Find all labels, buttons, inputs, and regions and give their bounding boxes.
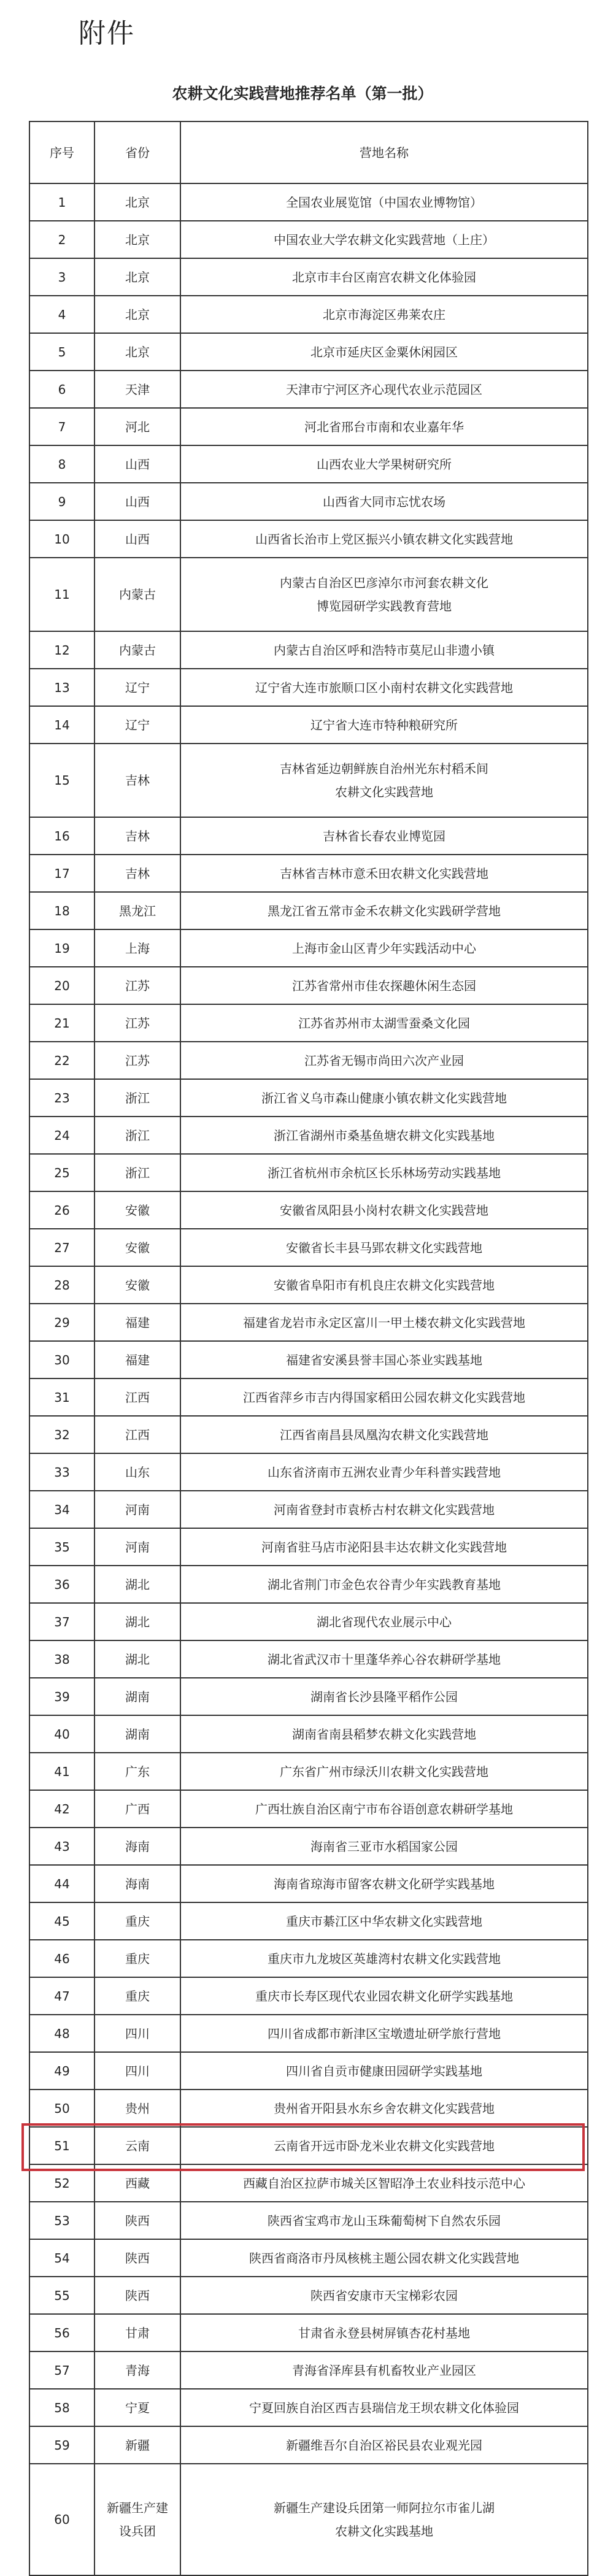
- row-number: 36: [29, 1566, 94, 1603]
- row-number: 30: [29, 1341, 94, 1378]
- table-row: [29, 1977, 588, 2015]
- row-number: 8: [29, 445, 94, 483]
- row-number: 50: [29, 2090, 94, 2127]
- table-row: [29, 1079, 588, 1117]
- table-row: [29, 1940, 588, 1977]
- row-province: 湖南: [94, 1678, 180, 1715]
- row-province: 上海: [94, 929, 180, 967]
- row-province: 吉林: [94, 817, 180, 855]
- row-number: 1: [29, 183, 94, 221]
- row-camp-name: 四川省自贡市健康田园研学实践基地: [180, 2052, 588, 2090]
- row-camp-name: 山西省长治市上党区振兴小镇农耕文化实践营地: [180, 520, 588, 558]
- row-camp-name: 湖北省现代农业展示中心: [180, 1603, 588, 1640]
- row-province: 北京: [94, 333, 180, 371]
- row-number: 42: [29, 1790, 94, 1828]
- row-province: 陕西: [94, 2239, 180, 2277]
- row-camp-name: 海南省琼海市留客农耕文化研学实践基地: [180, 1865, 588, 1902]
- row-number: 34: [29, 1491, 94, 1528]
- row-number: 51: [29, 2127, 94, 2164]
- row-number: 33: [29, 1453, 94, 1491]
- row-province: 云南: [94, 2127, 180, 2164]
- row-camp-name: 江苏省无锡市尚田六次产业园: [180, 1042, 588, 1079]
- table-row: [29, 1378, 588, 1416]
- table-row: [29, 520, 588, 558]
- table-row: [29, 1678, 588, 1715]
- row-camp-name: 辽宁省大连市特种粮研究所: [180, 706, 588, 744]
- row-province: 北京: [94, 296, 180, 333]
- row-number: 57: [29, 2351, 94, 2389]
- table-row: [29, 1753, 588, 1790]
- row-camp-name: 重庆市綦江区中华农耕文化实践营地: [180, 1902, 588, 1940]
- row-number: 59: [29, 2426, 94, 2464]
- row-province: 重庆: [94, 1977, 180, 2015]
- row-camp-name: 吉林省长春农业博览园: [180, 817, 588, 855]
- row-province: 河北: [94, 408, 180, 445]
- row-camp-name: 四川省成都市新津区宝墩遗址研学旅行营地: [180, 2015, 588, 2052]
- table-row: [29, 2426, 588, 2464]
- table-row: [29, 1266, 588, 1304]
- row-province: 广西: [94, 1790, 180, 1828]
- row-number: 27: [29, 1229, 94, 1266]
- table-row: [29, 892, 588, 929]
- row-camp-name: 北京市延庆区金粟休闲园区: [180, 333, 588, 371]
- row-camp-name: 天津市宁河区齐心现代农业示范园区: [180, 371, 588, 408]
- table-row: [29, 669, 588, 706]
- row-number: 10: [29, 520, 94, 558]
- row-camp-name: 湖南省长沙县隆平稻作公园: [180, 1678, 588, 1715]
- row-camp-name: 全国农业展览馆（中国农业博物馆）: [180, 183, 588, 221]
- row-number: 26: [29, 1191, 94, 1229]
- table-row: [29, 1603, 588, 1640]
- row-province: 河南: [94, 1491, 180, 1528]
- row-camp-name: 山西省大同市忘忧农场: [180, 483, 588, 520]
- row-camp-name: 湖南省南县稻梦农耕文化实践营地: [180, 1715, 588, 1753]
- row-province: 山西: [94, 483, 180, 520]
- row-province: 海南: [94, 1828, 180, 1865]
- row-camp-name: 陕西省商洛市丹凤核桃主题公园农耕文化实践营地: [180, 2239, 588, 2277]
- row-camp-name: 重庆市长寿区现代农业园农耕文化研学实践基地: [180, 1977, 588, 2015]
- table-header-row: [29, 121, 588, 183]
- row-camp-name: 江西省南昌县凤凰沟农耕文化实践营地: [180, 1416, 588, 1453]
- row-province: 陕西: [94, 2277, 180, 2314]
- table-row: [29, 483, 588, 520]
- row-number: 53: [29, 2202, 94, 2239]
- row-province: 内蒙古: [94, 558, 180, 631]
- row-camp-name: 江苏省苏州市太湖雪蚕桑文化园: [180, 1004, 588, 1042]
- row-province: 北京: [94, 258, 180, 296]
- table-row: [29, 1640, 588, 1678]
- row-number: 25: [29, 1154, 94, 1191]
- row-province: 江西: [94, 1416, 180, 1453]
- table-row: [29, 1117, 588, 1154]
- row-number: 12: [29, 631, 94, 669]
- table-row: [29, 2127, 588, 2164]
- table-row: [29, 1491, 588, 1528]
- row-camp-name: 山西农业大学果树研究所: [180, 445, 588, 483]
- row-number: 14: [29, 706, 94, 744]
- row-camp-name: 福建省安溪县誉丰国心茶业实践基地: [180, 1341, 588, 1378]
- row-province: 江苏: [94, 967, 180, 1004]
- header-camp-name: 营地名称: [180, 121, 588, 183]
- row-number: 35: [29, 1528, 94, 1566]
- row-province: 安徽: [94, 1229, 180, 1266]
- row-province: 北京: [94, 221, 180, 258]
- row-camp-name: 黑龙江省五常市金禾农耕文化实践研学营地: [180, 892, 588, 929]
- row-number: 49: [29, 2052, 94, 2090]
- row-camp-name: 贵州省开阳县水东乡舍农耕文化实践营地: [180, 2090, 588, 2127]
- row-camp-name: 浙江省湖州市桑基鱼塘农耕文化实践基地: [180, 1117, 588, 1154]
- table-row: [29, 2090, 588, 2127]
- row-number: 23: [29, 1079, 94, 1117]
- row-province: 湖北: [94, 1603, 180, 1640]
- table-body: [29, 183, 588, 2575]
- row-number: 6: [29, 371, 94, 408]
- table-row: [29, 706, 588, 744]
- row-province: 吉林: [94, 744, 180, 817]
- row-province: 海南: [94, 1865, 180, 1902]
- table-row: [29, 1416, 588, 1453]
- table-row: [29, 2464, 588, 2575]
- table-row: [29, 2314, 588, 2351]
- row-camp-name: 安徽省长丰县马郢农耕文化实践营地: [180, 1229, 588, 1266]
- row-camp-name: 北京市丰台区南宫农耕文化体验园: [180, 258, 588, 296]
- row-province: 贵州: [94, 2090, 180, 2127]
- row-province: 湖北: [94, 1566, 180, 1603]
- table-row: [29, 1902, 588, 1940]
- row-province: 江苏: [94, 1004, 180, 1042]
- table-row: [29, 2277, 588, 2314]
- row-number: 24: [29, 1117, 94, 1154]
- row-province: 北京: [94, 183, 180, 221]
- row-camp-name: 浙江省义乌市森山健康小镇农耕文化实践营地: [180, 1079, 588, 1117]
- row-province: 宁夏: [94, 2389, 180, 2426]
- table-row: [29, 2351, 588, 2389]
- row-number: 11: [29, 558, 94, 631]
- table-row: [29, 408, 588, 445]
- row-number: 20: [29, 967, 94, 1004]
- table-row: [29, 929, 588, 967]
- table-row: [29, 1865, 588, 1902]
- row-province: 湖北: [94, 1640, 180, 1678]
- row-number: 7: [29, 408, 94, 445]
- row-number: 9: [29, 483, 94, 520]
- row-camp-name: 中国农业大学农耕文化实践营地（上庄）: [180, 221, 588, 258]
- row-camp-name: 河南省驻马店市泌阳县丰达农耕文化实践营地: [180, 1528, 588, 1566]
- document-title: 农耕文化实践营地推荐名单（第一批）: [172, 85, 433, 102]
- table-row: [29, 258, 588, 296]
- row-province: 江苏: [94, 1042, 180, 1079]
- row-province: 广东: [94, 1753, 180, 1790]
- row-province: 辽宁: [94, 669, 180, 706]
- row-number: 47: [29, 1977, 94, 2015]
- row-camp-name: 海南省三亚市水稻国家公园: [180, 1828, 588, 1865]
- table-row: [29, 817, 588, 855]
- table-row: [29, 855, 588, 892]
- row-province: 山东: [94, 1453, 180, 1491]
- row-camp-name: 陕西省宝鸡市龙山玉珠葡萄树下自然农乐园: [180, 2202, 588, 2239]
- row-number: 45: [29, 1902, 94, 1940]
- row-province: 西藏: [94, 2164, 180, 2202]
- table-row: [29, 1004, 588, 1042]
- row-province: 福建: [94, 1304, 180, 1341]
- table-row: [29, 1790, 588, 1828]
- row-province: 新疆生产建 设兵团: [94, 2464, 180, 2575]
- table-row: [29, 1528, 588, 1566]
- row-camp-name: 内蒙古自治区巴彦淖尔市河套农耕文化 博览园研学实践教育营地: [180, 558, 588, 631]
- row-number: 54: [29, 2239, 94, 2277]
- row-number: 4: [29, 296, 94, 333]
- table-row: [29, 1304, 588, 1341]
- row-camp-name: 湖北省武汉市十里蓬华养心谷农耕研学基地: [180, 1640, 588, 1678]
- row-province: 新疆: [94, 2426, 180, 2464]
- row-camp-name: 吉林省吉林市意禾田农耕文化实践营地: [180, 855, 588, 892]
- table-row: [29, 1154, 588, 1191]
- table-row: [29, 1453, 588, 1491]
- row-camp-name: 湖北省荆门市金色农谷青少年实践教育基地: [180, 1566, 588, 1603]
- row-number: 44: [29, 1865, 94, 1902]
- row-camp-name: 西藏自治区拉萨市城关区智昭净土农业科技示范中心: [180, 2164, 588, 2202]
- row-province: 天津: [94, 371, 180, 408]
- row-province: 浙江: [94, 1117, 180, 1154]
- row-province: 山西: [94, 445, 180, 483]
- table-row: [29, 1191, 588, 1229]
- row-camp-name: 甘肃省永登县树屏镇杏花村基地: [180, 2314, 588, 2351]
- row-camp-name: 新疆维吾尔自治区裕民县农业观光园: [180, 2426, 588, 2464]
- row-number: 55: [29, 2277, 94, 2314]
- row-province: 重庆: [94, 1902, 180, 1940]
- row-camp-name: 北京市海淀区弗莱农庄: [180, 296, 588, 333]
- table-row: [29, 2239, 588, 2277]
- table-row: [29, 631, 588, 669]
- row-province: 浙江: [94, 1079, 180, 1117]
- table-row: [29, 371, 588, 408]
- row-number: 17: [29, 855, 94, 892]
- table-row: [29, 2015, 588, 2052]
- row-number: 16: [29, 817, 94, 855]
- row-number: 15: [29, 744, 94, 817]
- row-province: 安徽: [94, 1191, 180, 1229]
- row-camp-name: 新疆生产建设兵团第一师阿拉尔市雀儿湖 农耕文化实践基地: [180, 2464, 588, 2575]
- row-number: 38: [29, 1640, 94, 1678]
- row-number: 29: [29, 1304, 94, 1341]
- row-camp-name: 河北省邢台市南和农业嘉年华: [180, 408, 588, 445]
- row-province: 山西: [94, 520, 180, 558]
- row-camp-name: 江西省萍乡市吉内得国家稻田公园农耕文化实践营地: [180, 1378, 588, 1416]
- row-camp-name: 山东省济南市五洲农业青少年科普实践营地: [180, 1453, 588, 1491]
- row-province: 陕西: [94, 2202, 180, 2239]
- row-number: 13: [29, 669, 94, 706]
- row-province: 湖南: [94, 1715, 180, 1753]
- row-number: 52: [29, 2164, 94, 2202]
- row-province: 甘肃: [94, 2314, 180, 2351]
- row-province: 青海: [94, 2351, 180, 2389]
- row-number: 58: [29, 2389, 94, 2426]
- row-number: 28: [29, 1266, 94, 1304]
- row-number: 56: [29, 2314, 94, 2351]
- row-number: 18: [29, 892, 94, 929]
- row-camp-name: 安徽省凤阳县小岗村农耕文化实践营地: [180, 1191, 588, 1229]
- row-number: 31: [29, 1378, 94, 1416]
- row-province: 四川: [94, 2015, 180, 2052]
- row-number: 48: [29, 2015, 94, 2052]
- row-number: 2: [29, 221, 94, 258]
- row-province: 安徽: [94, 1266, 180, 1304]
- camp-list-table: [29, 121, 588, 2576]
- row-province: 江西: [94, 1378, 180, 1416]
- row-number: 3: [29, 258, 94, 296]
- table-row: [29, 558, 588, 631]
- table-row: [29, 2389, 588, 2426]
- table-row: [29, 1566, 588, 1603]
- header-number: 序号: [29, 121, 94, 183]
- row-camp-name: 陕西省安康市天宝梯彩农园: [180, 2277, 588, 2314]
- row-camp-name: 河南省登封市袁桥古村农耕文化实践营地: [180, 1491, 588, 1528]
- row-province: 吉林: [94, 855, 180, 892]
- row-camp-name: 云南省开远市卧龙米业农耕文化实践营地: [180, 2127, 588, 2164]
- row-number: 32: [29, 1416, 94, 1453]
- attachment-heading: 附件: [79, 18, 135, 49]
- row-camp-name: 辽宁省大连市旅顺口区小南村农耕文化实践营地: [180, 669, 588, 706]
- row-number: 5: [29, 333, 94, 371]
- table-row: [29, 1229, 588, 1266]
- row-number: 41: [29, 1753, 94, 1790]
- row-camp-name: 广西壮族自治区南宁市布谷语创意农耕研学基地: [180, 1790, 588, 1828]
- table-row: [29, 2202, 588, 2239]
- table-row: [29, 1341, 588, 1378]
- row-camp-name: 广东省广州市绿沃川农耕文化实践营地: [180, 1753, 588, 1790]
- header-province: 省份: [94, 121, 180, 183]
- table-row: [29, 445, 588, 483]
- table-row: [29, 1828, 588, 1865]
- table-row: [29, 744, 588, 817]
- table-row: [29, 1715, 588, 1753]
- row-camp-name: 重庆市九龙坡区英雄湾村农耕文化实践营地: [180, 1940, 588, 1977]
- row-camp-name: 福建省龙岩市永定区富川一甲土楼农耕文化实践营地: [180, 1304, 588, 1341]
- table-row: [29, 333, 588, 371]
- row-province: 福建: [94, 1341, 180, 1378]
- table-row: [29, 296, 588, 333]
- row-number: 22: [29, 1042, 94, 1079]
- row-camp-name: 内蒙古自治区呼和浩特市莫尼山非遗小镇: [180, 631, 588, 669]
- row-number: 19: [29, 929, 94, 967]
- table-row: [29, 1042, 588, 1079]
- table-row: [29, 2052, 588, 2090]
- row-camp-name: 宁夏回族自治区西吉县瑞信龙王坝农耕文化体验园: [180, 2389, 588, 2426]
- row-camp-name: 吉林省延边朝鲜族自治州光东村稻禾间 农耕文化实践营地: [180, 744, 588, 817]
- row-camp-name: 上海市金山区青少年实践活动中心: [180, 929, 588, 967]
- row-province: 辽宁: [94, 706, 180, 744]
- table-row: [29, 967, 588, 1004]
- row-province: 四川: [94, 2052, 180, 2090]
- table-row: [29, 221, 588, 258]
- row-province: 内蒙古: [94, 631, 180, 669]
- row-number: 60: [29, 2464, 94, 2575]
- row-camp-name: 青海省泽库县有机畜牧业产业园区: [180, 2351, 588, 2389]
- row-number: 43: [29, 1828, 94, 1865]
- row-number: 21: [29, 1004, 94, 1042]
- row-number: 37: [29, 1603, 94, 1640]
- row-province: 浙江: [94, 1154, 180, 1191]
- row-camp-name: 江苏省常州市佳农探趣休闲生态园: [180, 967, 588, 1004]
- row-camp-name: 安徽省阜阳市有机良庄农耕文化实践营地: [180, 1266, 588, 1304]
- row-number: 46: [29, 1940, 94, 1977]
- row-province: 河南: [94, 1528, 180, 1566]
- table-row: [29, 183, 588, 221]
- row-province: 黑龙江: [94, 892, 180, 929]
- row-camp-name: 浙江省杭州市余杭区长乐林场劳动实践基地: [180, 1154, 588, 1191]
- row-province: 重庆: [94, 1940, 180, 1977]
- table-row: [29, 2164, 588, 2202]
- row-number: 39: [29, 1678, 94, 1715]
- row-number: 40: [29, 1715, 94, 1753]
